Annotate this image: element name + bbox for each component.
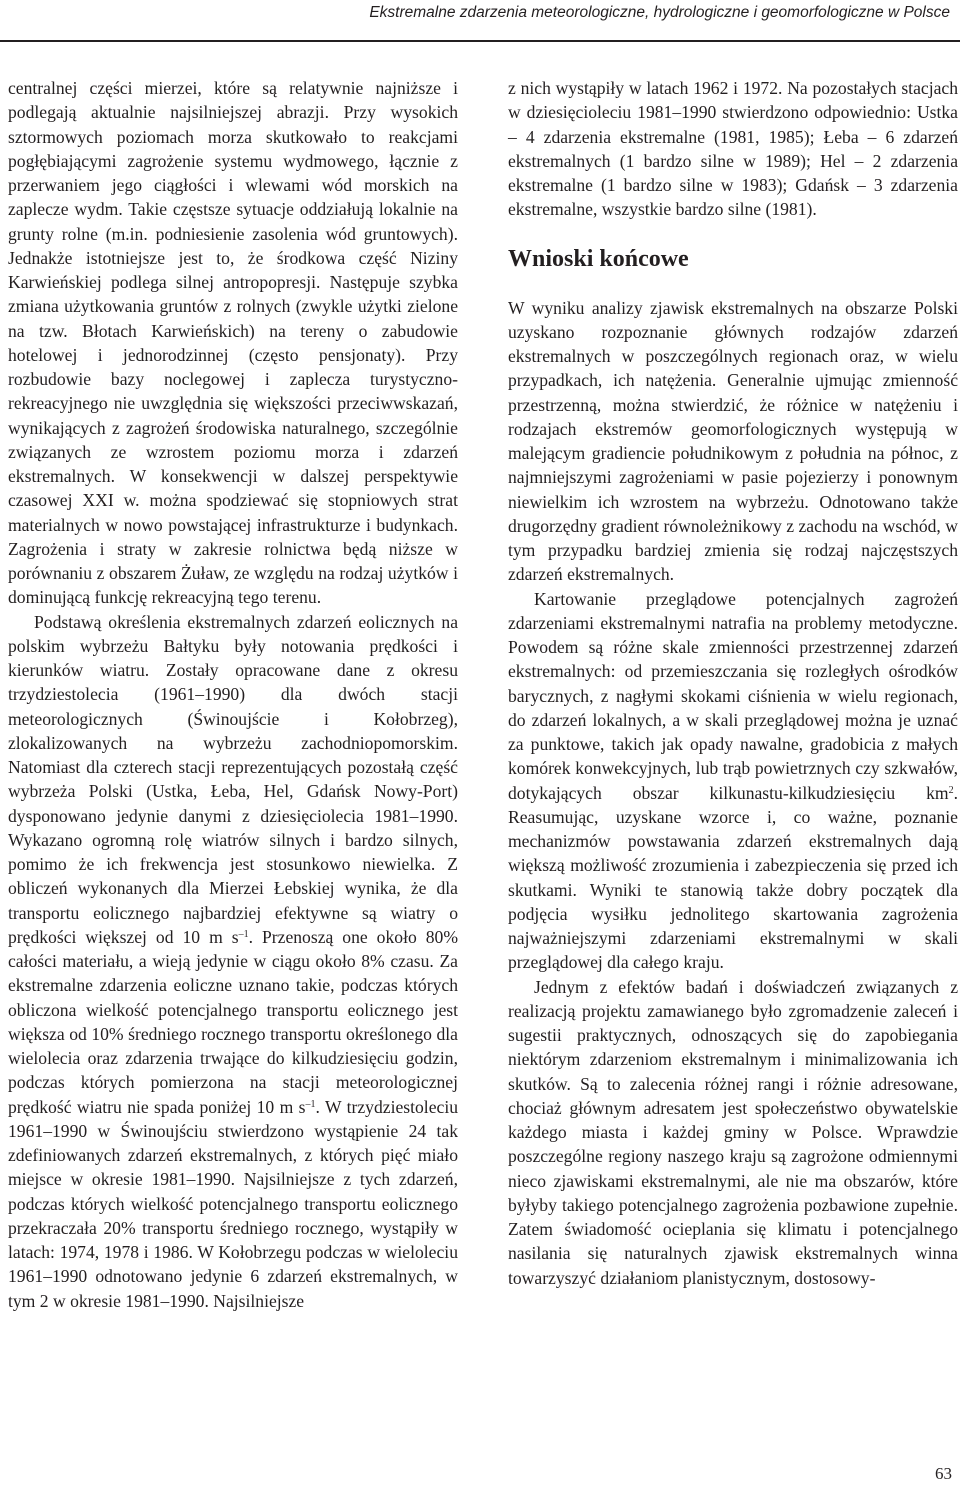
paragraph: W wyniku analizy zjawisk ekstremalnych na obszarze Polski uzyskano rozpoznanie głównych rodzajów zdarzeń ekstremalnych w poszczególnych regionach oraz, w wielu przypadkach, ich natężenia. Generalnie ujmując zmienność przestrzenną, można stwierdzić, że różnice w natężeniu i rodzajach ekstremów geomorfologicznych występują w malejącym gradiencie południkowym z południa na północ, z najmniejszymi zagrożeniami w pasie pojezierzy i ponownym niewielkim ich wzrostem na wybrzeżu. Odnotowano także drugorzędny gradient równoleżnikowy z zachodu na wschód, w tym przypadku bardziej zmienia się rodzaj najczęstszych zdarzeń ekstremalnych. — [508, 297, 958, 585]
paragraph-text: . Reasumując, uzyskane wzorce i, co ważne, poznanie mechanizmów powstawania zdarzeń ekstremalnych dają większą możliwość zrozumienia i zabezpieczenia się przed ich skutkami. Wyniki te stanowią także dobry początek dla podjęcia wysiłku jednolitego skartowania zagrożenia najważniejszymi zdarzeniami ekstremalnymi w skali przeglądowej dla całego kraju. — [508, 782, 958, 973]
paragraph: z nich wystąpiły w latach 1962 i 1972. Na pozostałych stacjach w dziesięcioleciu 1981–1990 stwierdzono odpowiednio: Ustka – 4 zdarzenia ekstremalne (1981, 1985); Łeba – 6 zdarzeń ekstremalnych (1 bardzo silne w 1989); Hel – 2 zdarzenia ekstremalne (1 bardzo silne w 1983); Gdańsk – 3 zdarzenia ekstremalne, wszystkie bardzo silne (1981). — [508, 78, 958, 220]
header-rule — [0, 40, 960, 42]
superscript: –1 — [238, 928, 249, 940]
paragraph-text: Podstawą określenia ekstremalnych zdarzeń eolicznych na polskim wybrzeżu Bałtyku były notowania prędkości i kierunków wiatru. Zostały opracowane dane z okresu trzydziestolecia (1961–1990) dla dwóch stacji meteorologicznych (Świnoujście i Kołobrzeg), zlokalizowanych na wybrzeżu zachodniopomorskim. Natomiast dla czterech stacji reprezentujących pozostałą część wybrzeża Polski (Ustka, Łeba, Hel, Gdańsk Nowy-Port) dysponowano jedynie danymi z dziesięciolecia 1981–1990. Wykazano ogromną rolę wiatrów silnych i bardzo silnych, pomimo że ich frekwencja jest stosunkowo niewielka. Z obliczeń wykonanych dla Mierzei Łebskiej wynika, że dla transportu eolicznego najbardziej efektywne są wiatry o prędkości większej od 10 m s — [8, 611, 458, 947]
paragraph — [508, 587, 958, 975]
paragraph-text: . Przenoszą one około 80% całości materiału, a wieją jedynie w ciągu około 8% czasu. Za ekstremalne zdarzenia eoliczne uznano takie, podczas których obliczona wielkość potencjalnego transportu eolicznego jest większa od 10% średniego rocznego transportu określonego dla wielolecia oraz zdarzenia trwające do kilkudziesięciu godzin, podczas których pomierzona na stacji meteorologicznej prędkość wiatru nie spada poniżej 10 m s — [8, 926, 458, 1117]
superscript: –1 — [305, 1098, 316, 1110]
superscript: 2 — [948, 784, 954, 796]
paragraph-text: Kartowanie przeglądowe potencjalnych zagrożeń zdarzeniami ekstremalnymi natrafia na problemy metodyczne. Powodem są różne skale zmienności przestrzennej zdarzeń ekstremalnych: od przemieszczania się rozległych ośrodków barycznych, z nagłymi skokami ciśnienia w wielu regionach, do zdarzeń lokalnych, a w skali przeglądowej można je uznać za punktowe, takich jak opady nawalne, gradobicia z małych komórek konwekcyjnych, lub trąb powietrznych czy szkwałów, dotykających obszar kilkunastu-kilkudziesięciu km — [508, 588, 958, 803]
left-column — [8, 76, 458, 1313]
paragraph: Jednym z efektów badań i doświadczeń związanych z realizacją projektu zamawianego było zgromadzenie zaleceń i sugestii praktycznych, odnoszących się do zapobiegania niektórym zdarzeniom ekstremalnym i minimalizowania ich skutków. Są to zalecenia różnej rangi i różnie adresowane, chociaż głównym adresatem jest społeczeństwo obywatelskie każdego miasta i każdej gminy w Polsce. Wprawdzie poszczególne regiony naszego kraju są zagrożone odmiennymi nieco zjawiskami ekstremalnymi, ale nie ma obszarów, które byłyby takiego potencjalnego zagrożenia pozbawione zupełnie. Zatem świadomość ocieplania się klimatu i potencjalnego nasilania się naturalnych zjawisk ekstremalnych winna towarzyszyć działaniom planistycznym, dostosowy- — [508, 976, 958, 1288]
right-column — [508, 76, 958, 1290]
paragraph: centralnej części mierzei, które są relatywnie najniższe i podlegają aktualnie najsilniejszej abrazji. Przy wysokich sztormowych poziomach morza skutkowało to reakcjami pogłębiającymi zagrożenie systemu wydmowego, łącznie z przerwaniem jego ciągłości i wlewami wód morskich na zaplecze wydm. Takie częstsze sytuacje oddziałują lokalnie na grunty rolne (m.in. podniesienie zasolenia wód gruntowych). Jednakże istotniejsze jest to, że środkowa część Niziny Karwieńskiej podlega silnej antropopresji. Następuje szybka zmiana użytkowania gruntów z rolnych (zwykle użytki zielone na tzw. Błotach Karwieńskich) na tereny o zabudowie hotelowej i jednorodzinnej (często pensjonaty). Przy rozbudowie bazy noclegowej i zaplecza turystyczno-rekreacyjnego nie uwzględnia się większości przeciwwskazań, wynikających z zagrożeń środowiska naturalnego, szczególnie związanych ze wzrostem poziomu morza i zdarzeń ekstremalnych. W konsekwencji w dalszej perspektywie czasowej XXI w. można spodziewać się stopniowych strat materialnych w nowo powstającej infrastrukturze i budynkach. Zagrożenia i straty w zakresie rolnictwa będą niższe w porównaniu z obszarem Żuław, ze względu na rodzaj użytków i dominującą funkcję rekreacyjną tego terenu. — [8, 78, 458, 608]
running-header: Ekstremalne zdarzenia meteorologiczne, hydrologiczne i geomorfologiczne w Polsce — [369, 4, 950, 21]
page-number: 63 — [935, 1464, 952, 1483]
paragraph-text: . W trzydziestoleciu 1961–1990 w Świnoujściu stwierdzono wystąpienie 24 tak zdefiniowanych zdarzeń ekstremalnych, z których pięć miało miejsce w okresie 1981–1990. Najsilniejsze z tych zdarzeń, podczas których wielkość potencjalnego transportu eolicznego przekraczała 20% transportu średniego rocznego, wystąpiły w latach: 1974, 1978 i 1986. W Kołobrzegu podczas w wieloleciu 1961–1990 odnotowano jedynie 6 zdarzeń ekstremalnych, w tym 2 w okresie 1981–1990. Najsilniejsze — [8, 1096, 459, 1311]
paragraph — [8, 610, 458, 1313]
section-heading: Wnioski końcowe — [508, 245, 689, 272]
